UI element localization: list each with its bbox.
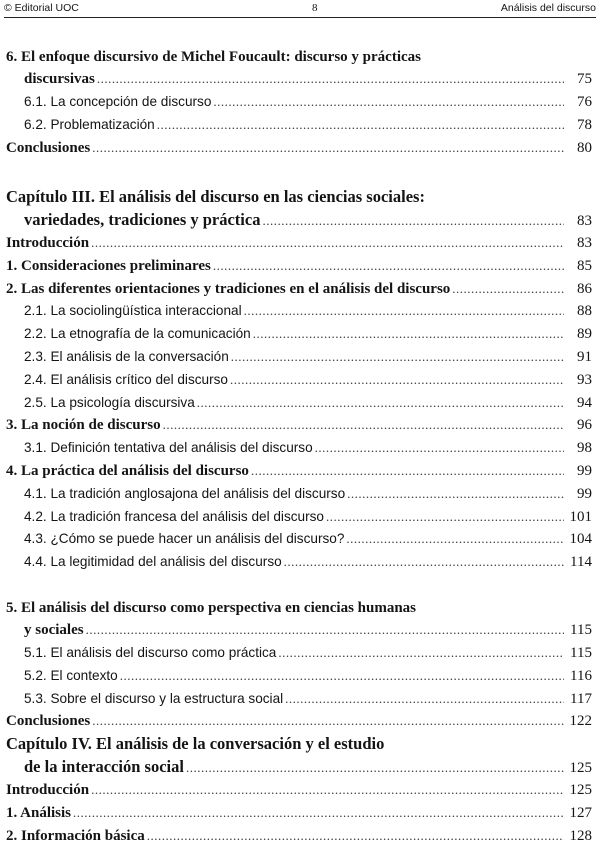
dot-leader [315, 437, 564, 459]
dot-leader [97, 68, 564, 90]
toc-entry-title: 2.5. La psicología discursiva [24, 394, 195, 410]
toc-entry-title: 2.2. La etnografía de la comunicación [24, 326, 251, 342]
dot-leader [120, 665, 564, 687]
dot-leader [326, 506, 564, 528]
toc-entry [24, 756, 592, 778]
toc-entry-title: de la interacción social [24, 757, 184, 776]
toc-entry-page: 116 [570, 667, 592, 684]
toc-entry [24, 392, 592, 414]
toc-entry-page: 93 [577, 371, 592, 388]
toc-entry [6, 137, 592, 159]
dot-leader [73, 802, 564, 824]
toc-entry-title: 4.2. La tradición francesa del análisis del discurso [24, 508, 324, 524]
toc-entry-page: 99 [577, 485, 592, 502]
toc-entry [24, 437, 592, 459]
toc-entry-page: 98 [577, 440, 592, 457]
chapter-3-title: Capítulo III. El análisis del discurso en las ciencias sociales: [6, 187, 425, 206]
toc-entry [24, 209, 592, 231]
header-rule [4, 17, 596, 18]
dot-leader [157, 114, 564, 136]
toc-entry-page: 128 [569, 827, 592, 844]
toc-entry [24, 323, 592, 345]
toc-entry-page: 114 [570, 554, 592, 571]
dot-leader [213, 91, 564, 113]
toc-entry [24, 642, 592, 664]
toc-entry-title: 5.2. El contexto [24, 667, 118, 683]
dot-leader [213, 255, 564, 277]
toc-entry [6, 779, 592, 801]
toc-entry-page: 115 [570, 645, 592, 661]
dot-leader [86, 619, 564, 641]
toc-entry-title: 2.1. La sociolingüística interaccional [24, 303, 242, 319]
toc-entry-page: 96 [577, 417, 592, 434]
toc-entry-title: Introducción [6, 235, 90, 251]
toc-entry-title: 4. La práctica del análisis del discurso [6, 463, 249, 479]
toc-entry-page: 117 [570, 690, 592, 707]
toc-entry [24, 346, 592, 368]
toc-entry-title: 4.3. ¿Cómo se puede hacer un análisis del discurso? [24, 531, 345, 547]
toc-entry-page: 80 [577, 140, 592, 156]
toc-entry-title: 2. Información básica [6, 827, 145, 844]
toc-entry-page: 104 [569, 531, 592, 548]
toc-entry [24, 300, 592, 322]
toc-entry-title: 4.4. La legitimidad del análisis del discurso [24, 554, 282, 570]
dot-leader [346, 528, 564, 550]
dot-leader [244, 300, 564, 322]
dot-leader [186, 757, 564, 779]
toc-entry-page: 75 [577, 71, 592, 87]
toc-entry-page: 83 [577, 213, 592, 229]
running-header [4, 0, 596, 16]
toc-entry [6, 414, 592, 436]
toc-entry-page: 127 [569, 804, 592, 821]
dot-leader [91, 232, 564, 254]
toc-entry-page: 83 [577, 235, 592, 251]
dot-leader [92, 137, 564, 159]
toc-entry [24, 114, 592, 136]
dot-leader [147, 825, 564, 847]
toc-entry-page: 122 [569, 713, 592, 730]
dot-leader [197, 392, 564, 414]
toc-entry-title: 1. Análisis [6, 804, 72, 821]
toc-entry-page: 91 [577, 349, 592, 365]
toc-entry-page: 99 [577, 463, 592, 479]
book-title: Análisis del discurso [500, 2, 596, 14]
toc-entry-title: 1. Consideraciones preliminares [6, 257, 211, 274]
toc-entry [24, 665, 592, 687]
dot-leader [452, 278, 564, 300]
toc-entry-page: 78 [577, 117, 592, 133]
dot-leader [91, 779, 564, 801]
toc-entry-title: Conclusiones [6, 140, 91, 156]
toc-entry-page: 101 [569, 508, 592, 525]
toc-entry-title: 6.2. Problematización [24, 117, 155, 132]
page-number: 8 [312, 2, 318, 14]
toc-entry-title: 2. Las diferentes orientaciones y tradiciones en el análisis del discurso [6, 280, 451, 297]
toc-entry [6, 232, 592, 254]
dot-leader [163, 414, 564, 436]
toc-entry-title: variedades, tradiciones y práctica [24, 210, 261, 229]
toc-section-5-title: 5. El análisis del discurso como perspectiva en ciencias humanas [6, 600, 417, 616]
toc-entry-page: 94 [577, 394, 592, 411]
dot-leader [253, 323, 564, 345]
toc-section-6-title: 6. El enfoque discursivo de Michel Foucault: discurso y prácticas [6, 49, 421, 65]
toc-entry [24, 619, 592, 641]
toc-entry-page: 88 [577, 303, 592, 320]
toc-entry [24, 506, 592, 528]
toc-entry-title: 3. La noción de discurso [6, 417, 161, 434]
toc-entry [24, 688, 592, 710]
toc-entry-title: 6.1. La concepción de discurso [24, 94, 212, 109]
toc-entry [6, 710, 592, 732]
toc-entry [24, 528, 592, 550]
toc-entry-title: Introducción [6, 782, 90, 798]
dot-leader [262, 210, 564, 232]
dot-leader [251, 460, 564, 482]
toc-entry [24, 91, 592, 113]
toc-entry-title: discursivas [24, 71, 95, 87]
toc-entry-title: 3.1. Definición tentativa del análisis del discurso [24, 440, 313, 456]
publisher-label: © Editorial UOC [4, 2, 79, 14]
toc-entry-title: 2.4. El análisis crítico del discurso [24, 371, 228, 387]
toc-entry [6, 460, 592, 482]
toc-entry [24, 483, 592, 505]
dot-leader [278, 642, 564, 664]
toc-entry-page: 76 [577, 94, 592, 110]
toc-entry-title: y sociales [24, 622, 84, 638]
dot-leader [284, 551, 564, 573]
toc-entry-title: 2.3. El análisis de la conversación [24, 349, 229, 364]
toc-entry [24, 551, 592, 573]
toc-entry [6, 825, 592, 847]
toc-entry-page: 85 [577, 257, 592, 274]
toc-entry-page: 89 [577, 326, 592, 343]
toc-entry-title: 5.3. Sobre el discurso y la estructura social [24, 690, 284, 706]
toc-entry [24, 68, 592, 90]
toc-entry-page: 125 [569, 782, 592, 798]
toc-entry-page: 125 [569, 760, 592, 776]
toc-entry-title: 5.1. El análisis del discurso como práctica [24, 645, 277, 660]
chapter-4-title: Capítulo IV. El análisis de la conversación y el estudio [6, 734, 385, 753]
dot-leader [285, 688, 564, 710]
toc-entry-page: 115 [570, 622, 592, 638]
toc-entry-title: 4.1. La tradición anglosajona del análisis del discurso [24, 485, 346, 501]
toc-entry [6, 255, 592, 277]
toc-entry [6, 278, 592, 300]
dot-leader [92, 710, 564, 732]
toc-entry-page: 86 [577, 280, 592, 297]
dot-leader [230, 369, 564, 391]
toc-entry [24, 369, 592, 391]
toc-entry-title: Conclusiones [6, 713, 91, 730]
dot-leader [347, 483, 564, 505]
dot-leader [231, 346, 564, 368]
toc-entry [6, 802, 592, 824]
